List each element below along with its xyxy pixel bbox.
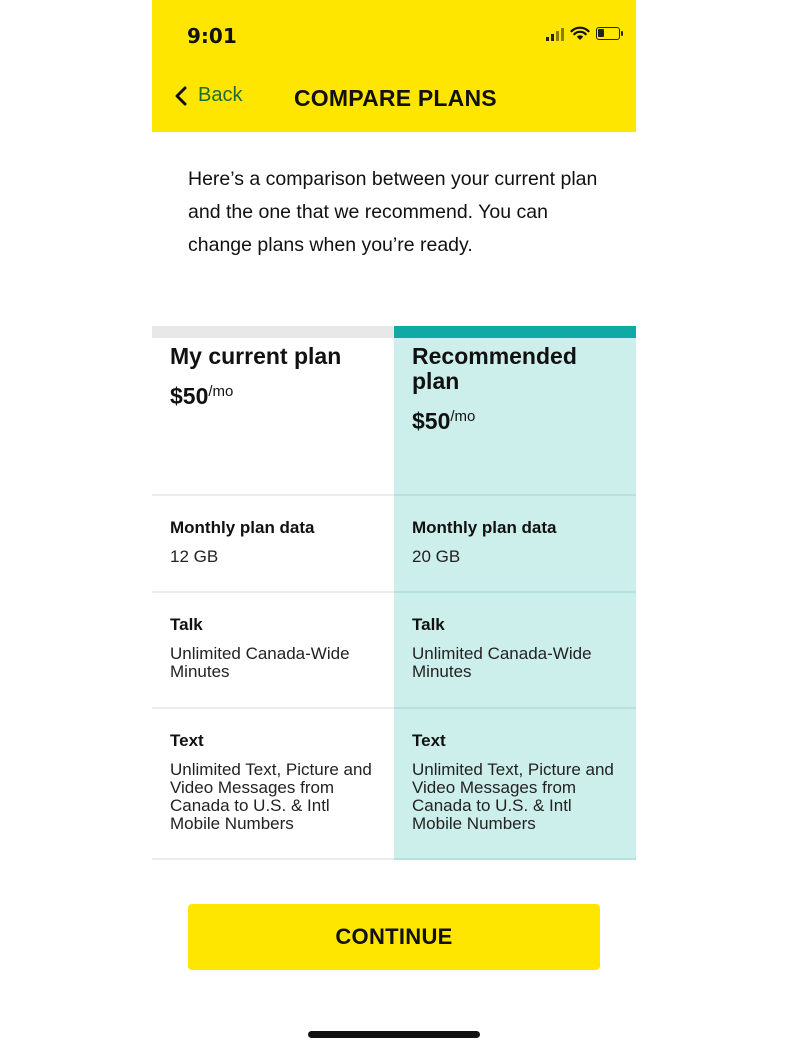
- current-plan-name: My current plan: [170, 343, 342, 369]
- chevron-left-icon: [174, 86, 188, 106]
- current-data-value: 12 GB: [170, 547, 219, 566]
- recommended-text-value: Unlimited Text, Picture and Video Messages from Canada to U.S. & Intl Mobile Numbers: [412, 760, 614, 833]
- recommended-data-value: 20 GB: [412, 547, 461, 566]
- recommended-plan-name: Recommended plan: [412, 343, 577, 394]
- current-talk-label: Talk: [170, 615, 203, 634]
- recommended-plan-price-amount: $50: [412, 408, 451, 434]
- current-plan-column: [152, 326, 394, 860]
- wifi-icon: [570, 26, 590, 41]
- recommended-text-label: Text: [412, 731, 446, 750]
- intro-text: Here’s a comparison between your current plan and the one that we recommend. You can change plans when you’re ready.: [188, 168, 598, 256]
- home-indicator[interactable]: [308, 1031, 480, 1038]
- back-label: Back: [198, 84, 243, 106]
- status-icons: [546, 26, 620, 41]
- recommended-plan-text-cell: [394, 709, 636, 860]
- current-plan-price-amount: $50: [170, 383, 209, 409]
- recommended-plan-talk-cell: [394, 593, 636, 709]
- current-talk-value: Unlimited Canada-Wide Minutes: [170, 644, 350, 681]
- current-plan-talk-cell: [152, 593, 394, 709]
- current-plan-text-cell: [152, 709, 394, 860]
- current-text-label: Text: [170, 731, 204, 750]
- continue-button[interactable]: CONTINUE: [188, 904, 600, 970]
- back-button[interactable]: [174, 84, 242, 107]
- recommended-plan-topbar: [394, 326, 636, 338]
- current-text-value: Unlimited Text, Picture and Video Messages from Canada to U.S. & Intl Mobile Numbers: [170, 760, 372, 833]
- current-plan-header: [152, 338, 394, 496]
- page-title: COMPARE PLANS: [294, 85, 497, 111]
- signal-icon: [546, 27, 564, 41]
- current-plan-price: [170, 383, 384, 410]
- current-data-label: Monthly plan data: [170, 518, 315, 537]
- battery-icon: [596, 27, 620, 40]
- phone-screen: [152, 0, 636, 1051]
- recommended-data-label: Monthly plan data: [412, 518, 557, 537]
- recommended-plan-column: [394, 326, 636, 860]
- status-time: 9:01: [187, 24, 237, 48]
- recommended-talk-label: Talk: [412, 615, 445, 634]
- current-plan-topbar: [152, 326, 394, 338]
- recommended-talk-value: Unlimited Canada-Wide Minutes: [412, 644, 592, 681]
- recommended-plan-price: [412, 408, 626, 435]
- recommended-plan-data-cell: [394, 496, 636, 593]
- recommended-plan-header: [394, 338, 636, 496]
- app-header: [152, 0, 636, 132]
- current-plan-data-cell: [152, 496, 394, 593]
- current-plan-price-unit: /mo: [208, 383, 234, 400]
- recommended-plan-price-unit: /mo: [450, 408, 476, 425]
